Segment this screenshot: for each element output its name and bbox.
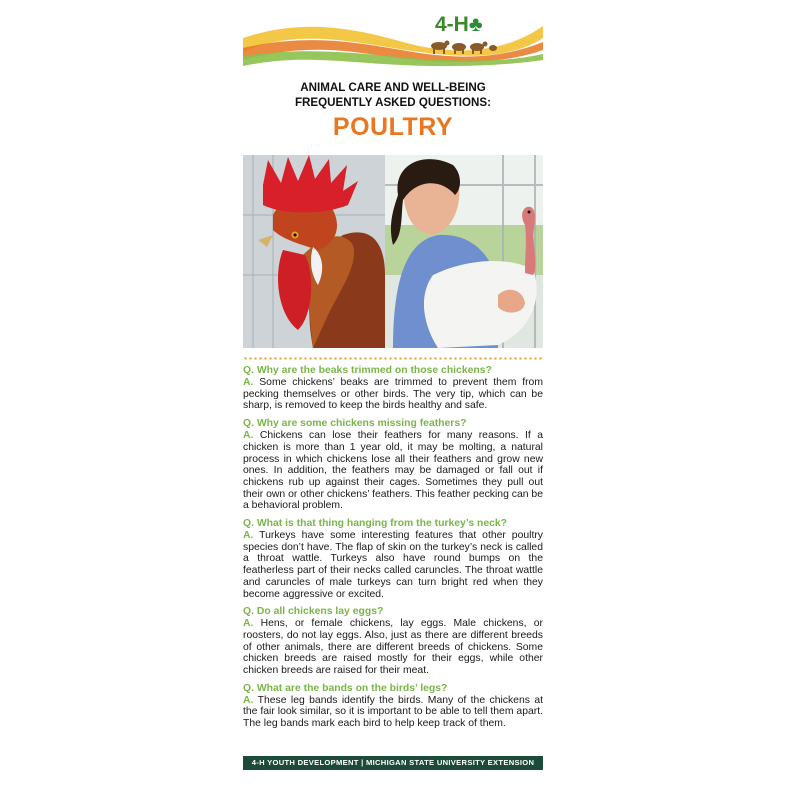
footer-bar: 4-H YOUTH DEVELOPMENT | MICHIGAN STATE UNIVERSITY EXTENSION <box>243 756 543 770</box>
page-title: POULTRY <box>332 113 454 141</box>
faq-answer: Turkeys have some interesting features that other poultry species don’t have. The flap of skin on the turkey’s neck is called a throat wattle. Turkeys also have round bumps on the featherless part of their necks called caruncles. The throat wattle and caruncles of male turkeys can turn bright red when they become aggressive or excited. <box>243 530 543 600</box>
4h-logo <box>435 13 505 57</box>
logo-text: 4-H <box>435 13 469 36</box>
animals-silhouette-icon <box>429 37 499 55</box>
faq-answer: Some chickens’ beaks are trimmed to prevent them from pecking themselves or other birds. The very tip, which can be sharp, is removed to keep the birds healthy and safe. <box>243 377 543 412</box>
faq-question: Q. Why are the beaks trimmed on those chickens? <box>243 365 492 376</box>
faq-question: Q. What is that thing hanging from the turkey’s neck? <box>243 518 508 530</box>
faq-question: Q. What are the bands on the birds’ legs? <box>243 682 448 694</box>
faq-list <box>243 365 543 736</box>
header-banner <box>243 8 543 70</box>
faq-answer-label: A. <box>243 377 254 388</box>
faq-item <box>243 365 543 412</box>
faq-answer-label: A. <box>243 694 254 706</box>
subtitle-line-2: FREQUENTLY ASKED QUESTIONS: <box>294 96 492 109</box>
faq-answer: These leg bands identify the birds. Many of the chickens at the fair look similar, so it is important to be able to tell them apart. The leg bands mark each bird to help keep track of them. <box>243 694 543 730</box>
faq-answer-label: A. <box>243 430 254 442</box>
subtitle-line-1: ANIMAL CARE AND WELL-BEING <box>300 81 486 94</box>
page-subtitle <box>243 80 543 110</box>
faq-answer-label: A. <box>243 618 254 630</box>
faq-question: Q. Why are some chickens missing feathers? <box>243 418 467 430</box>
dotted-divider <box>243 357 543 360</box>
faq-item <box>243 518 543 600</box>
faq-answer: Hens, or female chickens, lay eggs. Male chickens, or roosters, do not lay eggs. Also, just as there are different breeds of other animals, there are different breeds of chickens. Some chicken breeds are raised mostly for their eggs, while other chicken breeds are raised for their meat. <box>243 618 543 677</box>
clover-icon: ♣ <box>468 13 483 36</box>
faq-question: Q. Do all chickens lay eggs? <box>243 606 384 618</box>
poultry-photo <box>243 155 543 348</box>
faq-item <box>243 418 543 512</box>
brochure-card <box>243 0 543 786</box>
faq-answer-label: A. <box>243 530 254 542</box>
faq-item <box>243 606 543 677</box>
faq-answer: Chickens can lose their feathers for many reasons. If a chicken is more than 1 year old, it may be molting, a natural process in which chickens lose all their feathers and grow new ones. In addition, the feathers may be damaged or fall out if chickens rub up against their cages. Sometimes they pull out their own or other chickens’ feathers. This feather pecking can be a behavioral problem. <box>243 430 543 512</box>
photo-illustration <box>243 155 543 348</box>
faq-item <box>243 683 543 730</box>
